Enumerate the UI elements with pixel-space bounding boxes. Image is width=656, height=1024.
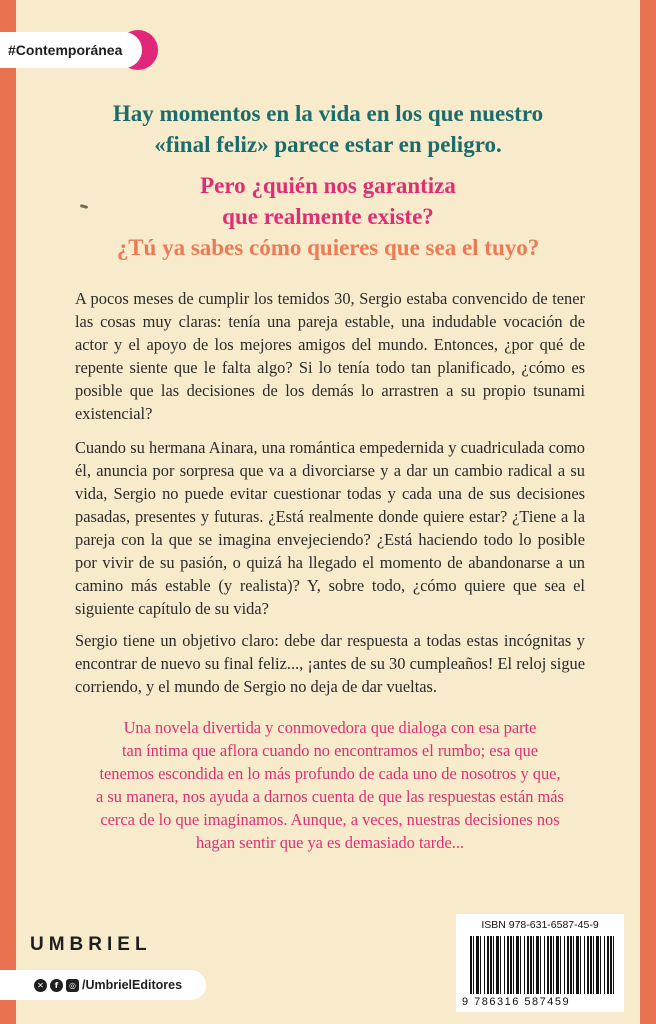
genre-tag (0, 32, 142, 68)
synopsis-paragraph-1: A pocos meses de cumplir los temidos 30, Sergio estaba convencido de tener las cosas muy claras: tenía una pareja estable, una indudable vocación de actor y el apoyo de los mejores amigos del mundo. Entonces, ¿por qué de repente siente que le falta algo? Si lo tenía todo tan planificado, ¿cómo es posible que las decisiones de los demás lo arrastren a su propio tsunami existencial? (75, 289, 585, 423)
blurb-line: tan íntima que aflora cuando no encontramos el rumbo; esa que (121, 741, 538, 760)
x-icon[interactable]: ✕ (34, 979, 47, 992)
publisher-logo: UMBRIEL (30, 934, 152, 955)
headline-line-3: Pero ¿quién nos garantiza (200, 173, 456, 198)
headline-line-1: Hay momentos en la vida en los que nuestro (112, 101, 544, 126)
instagram-icon[interactable]: ◎ (66, 979, 79, 992)
barcode-number: 9 786316 587459 (462, 996, 571, 1008)
genre-tag-label: #Contemporánea (8, 42, 123, 58)
pink-blurb (66, 716, 594, 854)
facebook-icon[interactable]: f (50, 979, 63, 992)
blurb-line: cerca de lo que imaginamos. Aunque, a veces, nuestras decisiones nos (100, 810, 560, 829)
headline-coral (16, 232, 640, 263)
blurb-line: tenemos escondida en lo más profundo de cada uno de nosotros y que, (99, 764, 561, 783)
isbn-label: ISBN 978-631-6587-45-9 (481, 919, 599, 931)
isbn-barcode (456, 914, 624, 1012)
social-links (0, 970, 206, 1000)
social-handle[interactable]: /UmbrielEditores (82, 978, 183, 992)
blurb-line: a su manera, nos ayuda a darnos cuenta de que las respuestas están más (96, 787, 564, 806)
synopsis-paragraph-2: Cuando su hermana Ainara, una romántica empedernida y cuadriculada como él, anuncia por sorpresa que va a divorciarse y a dar un cambio radical a su vida, Sergio no puede evitar cuestionar todas y cada una de sus decisiones pasadas, presentes y futuras. ¿Está realmente donde quiere estar? ¿Tiene a la pareja con la que se imagina envejeciendo? ¿Está haciendo todo lo posible por vivir de su pasión, o quizá ha llegado el momento de abandonarse a un camino más estable (y realista)? Y, sobre todo, ¿cómo quiere que sea el siguiente capítulo de su vida? (75, 438, 585, 618)
headline-pink (16, 170, 640, 232)
blurb-line: Una novela divertida y conmovedora que dialoga con esa parte (123, 718, 537, 737)
barcode-bars (470, 936, 616, 994)
blurb-line: hagan sentir que ya es demasiado tarde... (195, 833, 465, 852)
synopsis-paragraph-3: Sergio tiene un objetivo claro: debe dar respuesta a todas estas incógnitas y encontrar de nuevo su final feliz..., ¡antes de su 30 cumpleaños! El reloj sigue corriendo, y el mundo de Sergio no deja de dar vueltas. (75, 631, 585, 696)
headline-line-5: ¿Tú ya sabes cómo quieres que sea el tuyo? (116, 235, 540, 260)
headline-line-2: «final feliz» parece estar en peligro. (154, 132, 502, 157)
headline-teal (16, 98, 640, 160)
headline-line-4: que realmente existe? (222, 204, 434, 229)
